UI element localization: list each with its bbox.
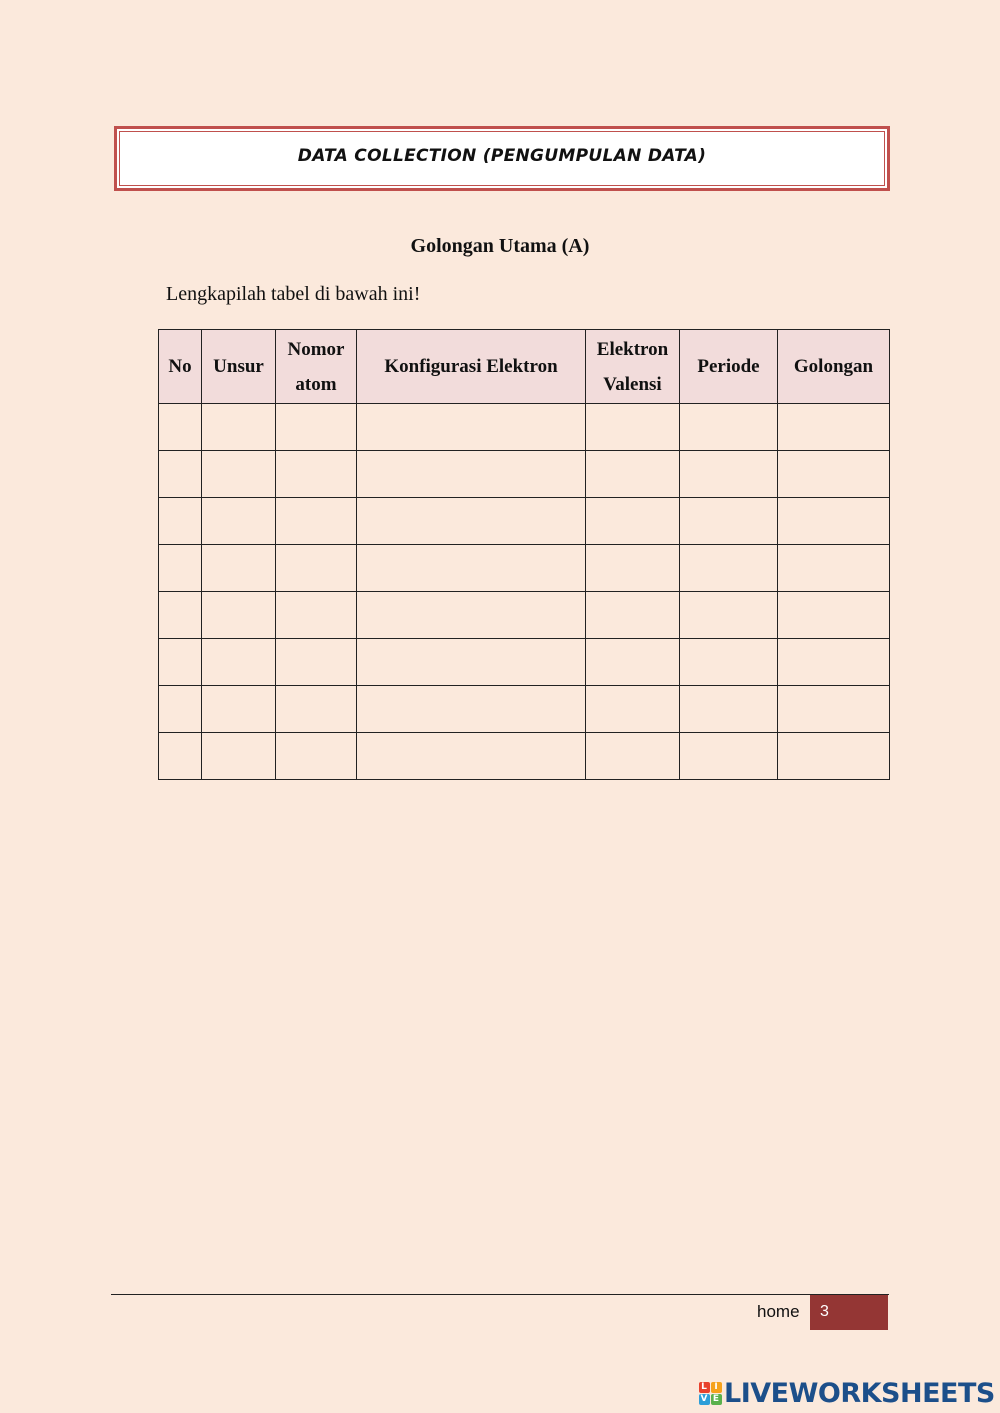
header-no <box>159 330 202 404</box>
liveworksheets-logo-text: LIVEWORKSHEETS <box>724 1377 995 1409</box>
answer-cell[interactable] <box>202 404 276 451</box>
answer-cell[interactable] <box>586 404 680 451</box>
answer-cell[interactable] <box>276 404 357 451</box>
header-label-line1: Elektron <box>596 338 669 360</box>
answer-cell[interactable] <box>202 733 276 780</box>
answer-cell[interactable] <box>276 545 357 592</box>
header-label-line2: Valensi <box>603 373 662 395</box>
answer-cell[interactable] <box>159 639 202 686</box>
table-row <box>159 545 890 592</box>
table-row <box>159 404 890 451</box>
answer-cell[interactable] <box>680 686 778 733</box>
answer-cell[interactable] <box>778 639 890 686</box>
header-periode <box>680 330 778 404</box>
answer-cell[interactable] <box>586 451 680 498</box>
logo-letter-tile: V <box>699 1394 710 1405</box>
liveworksheets-logo <box>698 1378 995 1408</box>
header-label-line2: atom <box>295 373 337 395</box>
answer-cell[interactable] <box>357 733 586 780</box>
answer-cell[interactable] <box>202 686 276 733</box>
answer-cell[interactable] <box>159 686 202 733</box>
answer-cell[interactable] <box>680 451 778 498</box>
header-elektron-valensi <box>586 330 680 404</box>
footer-divider <box>111 1294 889 1295</box>
answer-cell[interactable] <box>680 498 778 545</box>
answer-cell[interactable] <box>357 498 586 545</box>
answer-cell[interactable] <box>202 451 276 498</box>
answer-cell[interactable] <box>586 686 680 733</box>
header-unsur <box>202 330 276 404</box>
answer-cell[interactable] <box>680 639 778 686</box>
header-label: Konfigurasi Elektron <box>384 356 558 377</box>
answer-cell[interactable] <box>357 404 586 451</box>
answer-cell[interactable] <box>202 592 276 639</box>
answer-cell[interactable] <box>778 498 890 545</box>
header-label: Golongan <box>793 356 874 377</box>
header-label: No <box>168 356 192 377</box>
answer-cell[interactable] <box>357 545 586 592</box>
answer-cell[interactable] <box>778 404 890 451</box>
answer-cell[interactable] <box>586 592 680 639</box>
table-row <box>159 639 890 686</box>
table-header-row <box>159 330 890 404</box>
answer-cell[interactable] <box>778 686 890 733</box>
answer-cell[interactable] <box>357 686 586 733</box>
footer-home-label: home <box>757 1302 800 1321</box>
logo-letter-tile: L <box>699 1382 710 1393</box>
answer-cell[interactable] <box>276 733 357 780</box>
answer-cell[interactable] <box>202 639 276 686</box>
answer-cell[interactable] <box>159 733 202 780</box>
answer-cell[interactable] <box>276 592 357 639</box>
instruction-text: Lengkapilah tabel di bawah ini! <box>166 283 421 305</box>
answer-cell[interactable] <box>276 686 357 733</box>
answer-cell[interactable] <box>680 545 778 592</box>
answer-cell[interactable] <box>276 498 357 545</box>
answer-cell[interactable] <box>680 733 778 780</box>
answer-cell[interactable] <box>778 733 890 780</box>
answer-cell[interactable] <box>778 592 890 639</box>
subtitle: Golongan Utama (A) <box>410 235 590 257</box>
header-golongan <box>778 330 890 404</box>
element-data-table <box>158 329 890 780</box>
answer-cell[interactable] <box>586 498 680 545</box>
logo-letter-tile: I <box>711 1382 722 1393</box>
answer-cell[interactable] <box>357 592 586 639</box>
page-number: 3 <box>810 1295 888 1330</box>
header-label: Periode <box>697 356 760 377</box>
answer-cell[interactable] <box>778 545 890 592</box>
section-title: DATA COLLECTION (PENGUMPULAN DATA) <box>297 145 707 166</box>
answer-cell[interactable] <box>276 639 357 686</box>
table-row <box>159 686 890 733</box>
answer-cell[interactable] <box>159 451 202 498</box>
header-nomor-atom <box>276 330 357 404</box>
answer-cell[interactable] <box>202 545 276 592</box>
table-row <box>159 592 890 639</box>
answer-cell[interactable] <box>586 545 680 592</box>
header-konfigurasi-elektron <box>357 330 586 404</box>
answer-cell[interactable] <box>586 639 680 686</box>
answer-cell[interactable] <box>586 733 680 780</box>
table-row <box>159 498 890 545</box>
answer-cell[interactable] <box>202 498 276 545</box>
answer-cell[interactable] <box>276 451 357 498</box>
header-label: Unsur <box>213 356 264 377</box>
answer-cell[interactable] <box>159 592 202 639</box>
table-row <box>159 451 890 498</box>
logo-letter-tile: E <box>711 1394 722 1405</box>
answer-cell[interactable] <box>357 639 586 686</box>
header-label-line1: Nomor <box>287 338 345 360</box>
answer-cell[interactable] <box>159 404 202 451</box>
liveworksheets-logo-icon <box>698 1381 722 1405</box>
answer-cell[interactable] <box>778 451 890 498</box>
section-banner <box>114 126 890 191</box>
section-banner-frame <box>119 131 885 186</box>
answer-cell[interactable] <box>159 498 202 545</box>
answer-cell[interactable] <box>680 592 778 639</box>
table-row <box>159 733 890 780</box>
answer-cell[interactable] <box>680 404 778 451</box>
answer-cell[interactable] <box>159 545 202 592</box>
answer-cell[interactable] <box>357 451 586 498</box>
